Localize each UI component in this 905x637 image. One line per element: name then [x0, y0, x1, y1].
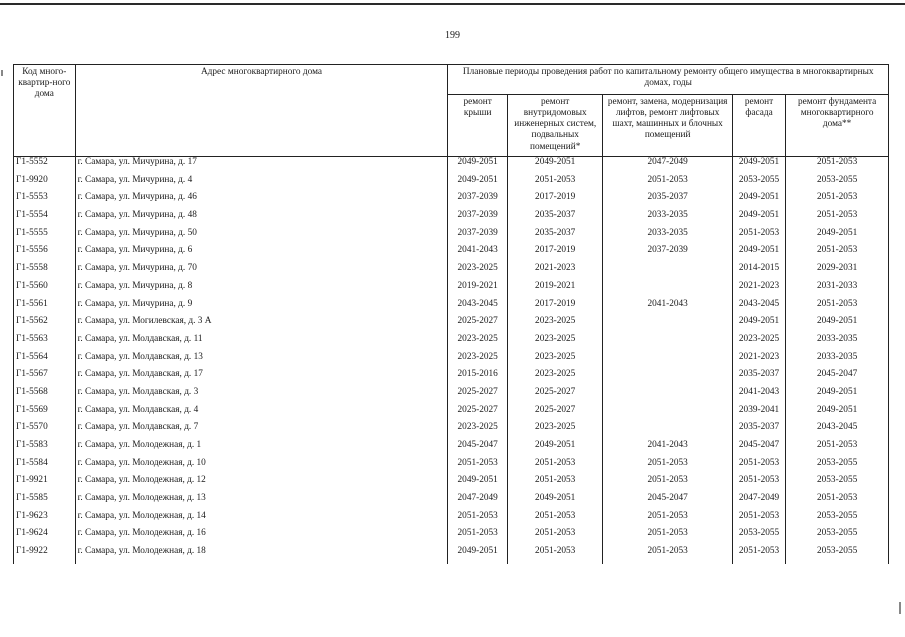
facade-period-cell: 2035-2037: [732, 422, 785, 440]
systems-period-cell: 2023-2025: [507, 369, 603, 387]
facade-period-cell: 2049-2051: [732, 245, 785, 263]
house-code-cell: Г1-9920: [14, 175, 76, 193]
systems-period-cell: 2051-2053: [507, 528, 603, 546]
lift-period-cell: 2051-2053: [603, 475, 732, 493]
roof-period-cell: 2025-2027: [448, 387, 508, 405]
address-cell: г. Самара, ул. Мичурина, д. 46: [75, 192, 448, 210]
address-cell: г. Самара, ул. Могилевская, д. 3 А: [75, 316, 448, 334]
table-row: [14, 369, 889, 387]
foundation-period-cell: 2051-2053: [786, 245, 889, 263]
foundation-period-cell: 2051-2053: [786, 299, 889, 317]
facade-period-cell: 2021-2023: [732, 352, 785, 370]
foundation-period-cell: 2053-2055: [786, 528, 889, 546]
foundation-period-cell: 2051-2053: [786, 157, 889, 175]
address-cell: г. Самара, ул. Молодежная, д. 18: [75, 546, 448, 564]
roof-period-cell: 2015-2016: [448, 369, 508, 387]
table-row: [14, 263, 889, 281]
table-row: [14, 281, 889, 299]
table-body: [14, 157, 889, 564]
roof-period-cell: 2037-2039: [448, 210, 508, 228]
table-row: [14, 458, 889, 476]
repair-schedule-table: [13, 64, 889, 564]
facade-period-cell: 2049-2051: [732, 157, 785, 175]
table-row: [14, 387, 889, 405]
roof-period-cell: 2037-2039: [448, 192, 508, 210]
roof-period-cell: 2051-2053: [448, 528, 508, 546]
table-row: [14, 475, 889, 493]
lift-period-cell: 2051-2053: [603, 528, 732, 546]
address-cell: г. Самара, ул. Мичурина, д. 6: [75, 245, 448, 263]
systems-period-cell: 2017-2019: [507, 299, 603, 317]
foundation-period-cell: 2049-2051: [786, 316, 889, 334]
house-code-cell: Г1-5568: [14, 387, 76, 405]
foundation-period-cell: 2053-2055: [786, 511, 889, 529]
lift-period-cell: [603, 263, 732, 281]
lift-period-cell: [603, 387, 732, 405]
systems-period-cell: 2025-2027: [507, 387, 603, 405]
facade-period-cell: 2053-2055: [732, 528, 785, 546]
house-code-cell: Г1-5564: [14, 352, 76, 370]
address-cell: г. Самара, ул. Мичурина, д. 8: [75, 281, 448, 299]
table-row: [14, 316, 889, 334]
roof-period-cell: 2049-2051: [448, 175, 508, 193]
systems-period-cell: 2023-2025: [507, 334, 603, 352]
address-cell: г. Самара, ул. Мичурина, д. 17: [75, 157, 448, 175]
facade-period-cell: 2045-2047: [732, 440, 785, 458]
lift-period-cell: [603, 369, 732, 387]
top-border-line: [0, 3, 905, 5]
roof-period-cell: 2019-2021: [448, 281, 508, 299]
roof-period-cell: 2023-2025: [448, 334, 508, 352]
lift-period-cell: 2033-2035: [603, 210, 732, 228]
lift-period-cell: 2041-2043: [603, 299, 732, 317]
foundation-period-cell: 2045-2047: [786, 369, 889, 387]
roof-period-cell: 2025-2027: [448, 316, 508, 334]
table-row: [14, 228, 889, 246]
facade-period-cell: 2051-2053: [732, 475, 785, 493]
address-cell: г. Самара, ул. Мичурина, д. 50: [75, 228, 448, 246]
house-code-cell: Г1-5570: [14, 422, 76, 440]
roof-period-cell: 2023-2025: [448, 422, 508, 440]
roof-period-cell: 2047-2049: [448, 493, 508, 511]
table-row: [14, 546, 889, 564]
roof-period-cell: 2043-2045: [448, 299, 508, 317]
address-cell: г. Самара, ул. Молдавская, д. 17: [75, 369, 448, 387]
header-address: Адрес многоквартирного дома: [75, 65, 448, 157]
house-code-cell: Г1-5562: [14, 316, 76, 334]
systems-period-cell: 2051-2053: [507, 475, 603, 493]
address-cell: г. Самара, ул. Молдавская, д. 3: [75, 387, 448, 405]
foundation-period-cell: 2051-2053: [786, 210, 889, 228]
header-facade-repair: ремонт фасада: [732, 95, 785, 157]
lift-period-cell: 2041-2043: [603, 440, 732, 458]
facade-period-cell: 2051-2053: [732, 458, 785, 476]
foundation-period-cell: 2051-2053: [786, 440, 889, 458]
table-row: [14, 422, 889, 440]
foundation-period-cell: 2049-2051: [786, 405, 889, 423]
roof-period-cell: 2049-2051: [448, 546, 508, 564]
systems-period-cell: 2017-2019: [507, 192, 603, 210]
foundation-period-cell: 2051-2053: [786, 493, 889, 511]
foundation-period-cell: 2049-2051: [786, 228, 889, 246]
house-code-cell: Г1-5584: [14, 458, 76, 476]
table-row: [14, 493, 889, 511]
systems-period-cell: 2049-2051: [507, 157, 603, 175]
facade-period-cell: 2023-2025: [732, 334, 785, 352]
systems-period-cell: 2019-2021: [507, 281, 603, 299]
roof-period-cell: 2051-2053: [448, 511, 508, 529]
foundation-period-cell: 2053-2055: [786, 546, 889, 564]
lift-period-cell: [603, 334, 732, 352]
roof-period-cell: 2023-2025: [448, 263, 508, 281]
systems-period-cell: 2017-2019: [507, 245, 603, 263]
table-row: [14, 440, 889, 458]
foundation-period-cell: 2031-2033: [786, 281, 889, 299]
roof-period-cell: 2045-2047: [448, 440, 508, 458]
address-cell: г. Самара, ул. Молодежная, д. 12: [75, 475, 448, 493]
house-code-cell: Г1-5555: [14, 228, 76, 246]
lift-period-cell: 2051-2053: [603, 511, 732, 529]
house-code-cell: Г1-9922: [14, 546, 76, 564]
address-cell: г. Самара, ул. Молдавская, д. 11: [75, 334, 448, 352]
header-house-code: Код много-квартир-ного дома: [14, 65, 76, 157]
lift-period-cell: [603, 316, 732, 334]
systems-period-cell: 2051-2053: [507, 546, 603, 564]
foundation-period-cell: 2051-2053: [786, 192, 889, 210]
table-row: [14, 405, 889, 423]
foundation-period-cell: 2053-2055: [786, 475, 889, 493]
roof-period-cell: 2049-2051: [448, 157, 508, 175]
systems-period-cell: 2051-2053: [507, 458, 603, 476]
house-code-cell: Г1-5553: [14, 192, 76, 210]
house-code-cell: Г1-5567: [14, 369, 76, 387]
facade-period-cell: 2051-2053: [732, 228, 785, 246]
address-cell: г. Самара, ул. Молдавская, д. 7: [75, 422, 448, 440]
systems-period-cell: 2023-2025: [507, 352, 603, 370]
lift-period-cell: 2037-2039: [603, 245, 732, 263]
facade-period-cell: 2051-2053: [732, 511, 785, 529]
facade-period-cell: 2049-2051: [732, 192, 785, 210]
house-code-cell: Г1-5552: [14, 157, 76, 175]
facade-period-cell: 2049-2051: [732, 316, 785, 334]
systems-period-cell: 2049-2051: [507, 440, 603, 458]
scan-artifact: [899, 602, 901, 614]
house-code-cell: Г1-5554: [14, 210, 76, 228]
lift-period-cell: 2045-2047: [603, 493, 732, 511]
address-cell: г. Самара, ул. Мичурина, д. 48: [75, 210, 448, 228]
roof-period-cell: 2023-2025: [448, 352, 508, 370]
systems-period-cell: 2051-2053: [507, 511, 603, 529]
header-roof-repair: ремонт крыши: [448, 95, 508, 157]
foundation-period-cell: 2053-2055: [786, 458, 889, 476]
address-cell: г. Самара, ул. Молодежная, д. 14: [75, 511, 448, 529]
facade-period-cell: 2053-2055: [732, 175, 785, 193]
table-row: [14, 511, 889, 529]
table-row: [14, 352, 889, 370]
table-row: [14, 192, 889, 210]
foundation-period-cell: 2053-2055: [786, 175, 889, 193]
lift-period-cell: [603, 281, 732, 299]
table-row: [14, 245, 889, 263]
header-planned-periods: Плановые периоды проведения работ по капитальному ремонту общего имущества в многоквартирных домах, годы: [448, 65, 889, 95]
lift-period-cell: 2035-2037: [603, 192, 732, 210]
facade-period-cell: 2051-2053: [732, 546, 785, 564]
lift-period-cell: 2047-2049: [603, 157, 732, 175]
address-cell: г. Самара, ул. Мичурина, д. 4: [75, 175, 448, 193]
facade-period-cell: 2035-2037: [732, 369, 785, 387]
lift-period-cell: [603, 405, 732, 423]
roof-period-cell: 2051-2053: [448, 458, 508, 476]
table-row: [14, 334, 889, 352]
facade-period-cell: 2014-2015: [732, 263, 785, 281]
facade-period-cell: 2043-2045: [732, 299, 785, 317]
table-row: [14, 175, 889, 193]
systems-period-cell: 2051-2053: [507, 175, 603, 193]
address-cell: г. Самара, ул. Молодежная, д. 13: [75, 493, 448, 511]
address-cell: г. Самара, ул. Молдавская, д. 13: [75, 352, 448, 370]
house-code-cell: Г1-5563: [14, 334, 76, 352]
lift-period-cell: [603, 352, 732, 370]
systems-period-cell: 2035-2037: [507, 228, 603, 246]
lift-period-cell: 2051-2053: [603, 175, 732, 193]
header-systems-repair: ремонт внутридомовых инженерных систем, подвальных помещений*: [507, 95, 603, 157]
house-code-cell: Г1-5558: [14, 263, 76, 281]
house-code-cell: Г1-9623: [14, 511, 76, 529]
roof-period-cell: 2041-2043: [448, 245, 508, 263]
address-cell: г. Самара, ул. Мичурина, д. 9: [75, 299, 448, 317]
foundation-period-cell: 2033-2035: [786, 352, 889, 370]
house-code-cell: Г1-5561: [14, 299, 76, 317]
header-lift-repair: ремонт, замена, модернизация лифтов, ремонт лифтовых шахт, машинных и блочных помещений: [603, 95, 732, 157]
foundation-period-cell: 2043-2045: [786, 422, 889, 440]
lift-period-cell: 2033-2035: [603, 228, 732, 246]
systems-period-cell: 2021-2023: [507, 263, 603, 281]
header-foundation-repair: ремонт фундамента многоквартирного дома**: [786, 95, 889, 157]
lift-period-cell: 2051-2053: [603, 546, 732, 564]
page-number: 199: [445, 30, 460, 41]
systems-period-cell: 2049-2051: [507, 493, 603, 511]
house-code-cell: Г1-5569: [14, 405, 76, 423]
address-cell: г. Самара, ул. Молодежная, д. 1: [75, 440, 448, 458]
house-code-cell: Г1-5585: [14, 493, 76, 511]
address-cell: г. Самара, ул. Мичурина, д. 70: [75, 263, 448, 281]
foundation-period-cell: 2033-2035: [786, 334, 889, 352]
systems-period-cell: 2023-2025: [507, 316, 603, 334]
house-code-cell: Г1-5560: [14, 281, 76, 299]
table-row: [14, 528, 889, 546]
scan-artifact: [1, 70, 3, 76]
table-row: [14, 210, 889, 228]
facade-period-cell: 2039-2041: [732, 405, 785, 423]
address-cell: г. Самара, ул. Молодежная, д. 16: [75, 528, 448, 546]
foundation-period-cell: 2049-2051: [786, 387, 889, 405]
table-row: [14, 157, 889, 175]
systems-period-cell: 2035-2037: [507, 210, 603, 228]
facade-period-cell: 2049-2051: [732, 210, 785, 228]
address-cell: г. Самара, ул. Молодежная, д. 10: [75, 458, 448, 476]
roof-period-cell: 2025-2027: [448, 405, 508, 423]
roof-period-cell: 2049-2051: [448, 475, 508, 493]
house-code-cell: Г1-9921: [14, 475, 76, 493]
facade-period-cell: 2047-2049: [732, 493, 785, 511]
house-code-cell: Г1-9624: [14, 528, 76, 546]
lift-period-cell: [603, 422, 732, 440]
systems-period-cell: 2025-2027: [507, 405, 603, 423]
address-cell: г. Самара, ул. Молдавская, д. 4: [75, 405, 448, 423]
roof-period-cell: 2037-2039: [448, 228, 508, 246]
foundation-period-cell: 2029-2031: [786, 263, 889, 281]
facade-period-cell: 2021-2023: [732, 281, 785, 299]
house-code-cell: Г1-5556: [14, 245, 76, 263]
house-code-cell: Г1-5583: [14, 440, 76, 458]
table-row: [14, 299, 889, 317]
facade-period-cell: 2041-2043: [732, 387, 785, 405]
lift-period-cell: 2051-2053: [603, 458, 732, 476]
systems-period-cell: 2023-2025: [507, 422, 603, 440]
